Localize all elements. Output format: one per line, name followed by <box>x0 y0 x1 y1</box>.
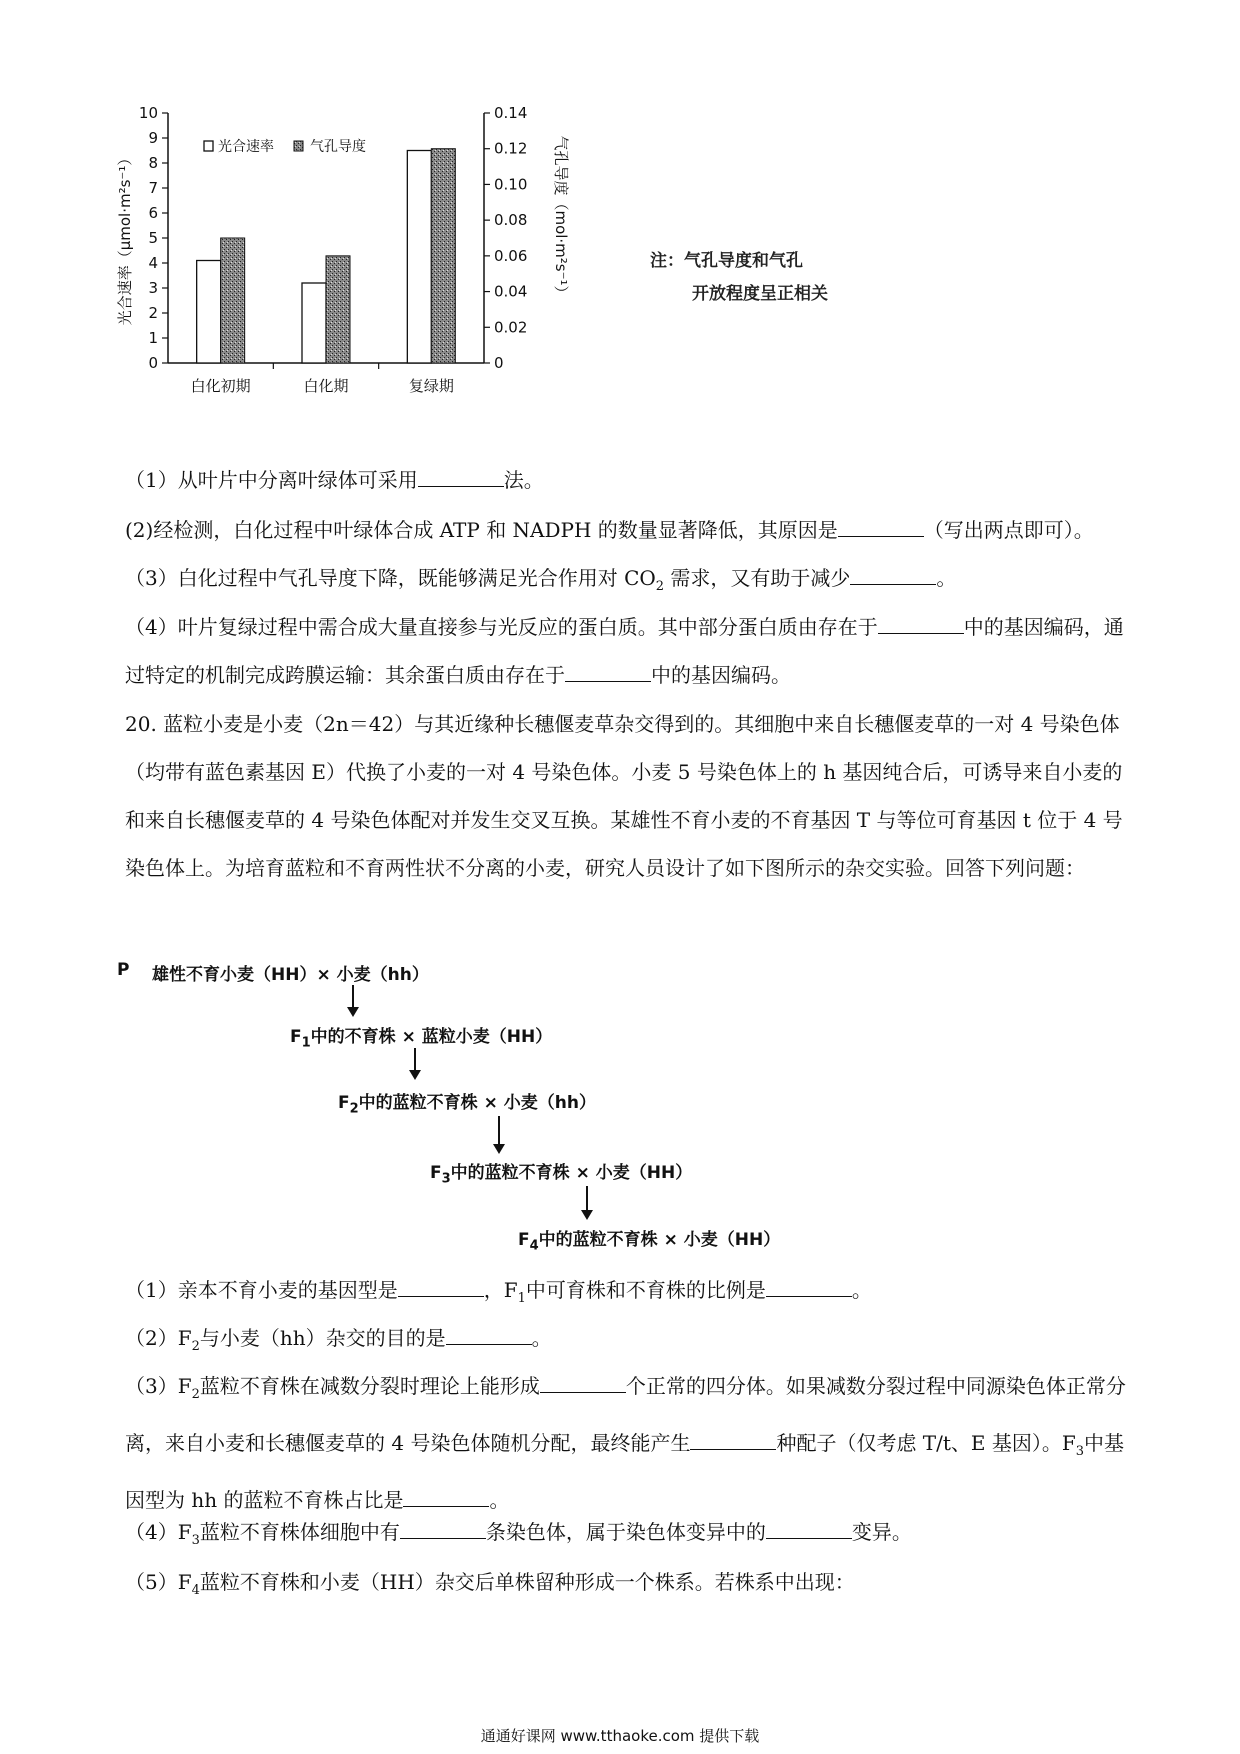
q20-part2: $(2)F_2$与小麦（hh）杂交的目的是 。 <box>125 1326 552 1354</box>
legend-label-conductance: 气孔导度 <box>310 139 366 155</box>
answer-blank[interactable] <box>540 1372 626 1393</box>
right-tick-label: 0 <box>494 354 504 372</box>
answer-blank[interactable] <box>838 516 924 537</box>
chart-svg <box>116 104 660 455</box>
answer-blank[interactable] <box>398 1276 484 1297</box>
right-tick-label: 0.02 <box>494 318 528 337</box>
q19-part4-mid: 中的基因编码，通过特定的机制完成跨膜运输：其余蛋白质由存在于 <box>125 615 1124 687</box>
answer-blank[interactable] <box>766 1276 852 1297</box>
q19-part1 <box>125 466 1135 494</box>
chart-note <box>650 245 828 311</box>
page-footer: 通通好课网 www.tthaoke.com 提供下载 <box>480 1727 760 1745</box>
left-tick-label: 7 <box>148 179 158 197</box>
flow-f4: $F_4$中的蓝粒不育株 × 小麦（HH） <box>518 1230 781 1254</box>
right-tick-label: 0.10 <box>494 175 528 194</box>
left-tick-label: 1 <box>148 329 158 347</box>
answer-blank[interactable] <box>418 466 504 487</box>
q20-part4: $(4)F_3$蓝粒不育株体细胞中有 条染色体，属于染色体变异中的 变异。 <box>125 1520 912 1548</box>
left-tick-label: 8 <box>148 154 158 172</box>
q19-part3-end: 。 <box>936 566 957 590</box>
bar-photosynthesis-rate <box>302 283 326 363</box>
q19-part3-sub: 2 <box>655 579 665 594</box>
answer-blank[interactable] <box>446 1324 532 1345</box>
answer-blank[interactable] <box>766 1518 852 1539</box>
category-label: 复绿期 <box>408 377 454 395</box>
q19-part2 <box>125 516 1135 544</box>
bar-stomatal-conductance <box>326 256 350 363</box>
right-tick-label: 0.14 <box>494 104 528 122</box>
left-tick-label: 6 <box>148 204 158 222</box>
left-tick-label: 2 <box>148 304 158 322</box>
bar-photosynthesis-rate <box>407 151 431 364</box>
answer-blank[interactable] <box>878 613 964 634</box>
answer-blank[interactable] <box>403 1486 489 1507</box>
q20-part1: （1）亲本不育小麦的基因型是 ，$F_1$中可育株和不育株的比例是 。 <box>125 1278 872 1306</box>
bar-photosynthesis-rate <box>197 261 221 364</box>
left-tick-label: 9 <box>148 129 158 147</box>
legend-swatch-photosynthesis <box>204 141 213 151</box>
legend-swatch-conductance <box>294 141 303 151</box>
q19-part4-text: （4）叶片复绿过程中需合成大量直接参与光反应的蛋白质。其中部分蛋白质由存在于 <box>125 615 878 639</box>
q19-part3-text: （3）白化过程中气孔导度下降，既能够满足光合作用对 CO <box>125 566 656 590</box>
left-axis-title: 光合速率（μmol·m²s⁻¹） <box>116 150 134 326</box>
q19-part3-mid: 需求，又有助于减少 <box>670 566 851 590</box>
answer-blank[interactable] <box>565 661 651 682</box>
category-label: 白化期 <box>303 377 349 395</box>
right-tick-label: 0.08 <box>494 211 528 230</box>
q19-part3 <box>125 564 1135 601</box>
flow-p-cross: 雄性不育小麦（HH）× 小麦（hh） <box>152 965 429 985</box>
flow-f2: $F_2$中的蓝粒不育株 × 小麦（hh） <box>338 1093 596 1117</box>
bar-stomatal-conductance <box>431 149 455 363</box>
bar-chart <box>116 104 660 455</box>
flow-arrow-1 <box>352 985 354 1015</box>
flow-arrow-3 <box>498 1116 500 1152</box>
q19-part2-end: （写出两点即可）。 <box>923 518 1094 542</box>
flow-p-label: P <box>117 960 130 980</box>
left-tick-label: 10 <box>138 104 158 122</box>
flow-arrow-2 <box>414 1048 416 1078</box>
answer-blank[interactable] <box>690 1429 776 1450</box>
left-tick-label: 4 <box>148 254 158 272</box>
chart-note-line2: 开放程度呈正相关 <box>692 284 828 304</box>
category-label: 白化初期 <box>190 377 251 395</box>
flow-f1: $F_1$中的不育株 × 蓝粒小麦（HH） <box>290 1027 553 1051</box>
right-axis-title: 气孔导度（mol·m²s⁻¹） <box>552 135 570 301</box>
right-tick-label: 0.12 <box>494 139 528 158</box>
q19-part4-end: 中的基因编码。 <box>651 663 791 687</box>
q20-intro: 20. 蓝粒小麦是小麦（2n＝42）与其近缘种长穗偃麦草杂交得到的。其细胞中来自长穗偃麦草的一对 4 号染色体（均带有蓝色素基因 E）代换了小麦的一对 4 号染色体。小麦 5 号染色体上的 h 基因纯合后，可诱导来自小麦的和来自长穗偃麦草的 4 号染色体配对并发生交叉互换。某雄性不育小麦的不育基因 T 与等位可育基因 t 位于 4 号染色体上。为培育蓝粒和不育两性状不分离的小麦，研究人员设计了如下图所示的杂交实验。回答下列问题： <box>125 712 1123 880</box>
left-tick-label: 0 <box>148 354 158 372</box>
q20-part3: $(3)F_2$蓝粒不育株在减数分裂时理论上能形成 个正常的四分体。如果减数分裂过程中同源染色体正常分离，来自小麦和长穗偃麦草的 4 号染色体随机分配，最终能产生 种配子（仅考虑 T/t、E 基因）。$F_3$中基因型为 hh 的蓝粒不育株占比是 。 <box>125 1374 1126 1512</box>
q20-part5: $(5)F_4$蓝粒不育株和小麦（HH）杂交后单株留种形成一个株系。若株系中出现： <box>125 1570 855 1598</box>
q19-part4 <box>125 603 1135 699</box>
flow-arrow-4 <box>586 1186 588 1218</box>
legend-label-photosynthesis: 光合速率 <box>218 139 274 155</box>
flow-f3: $F_3$中的蓝粒不育株 × 小麦（HH） <box>430 1163 693 1187</box>
right-tick-label: 0.04 <box>494 282 528 301</box>
q19-part1-end: 法。 <box>503 468 544 492</box>
left-tick-label: 3 <box>148 279 158 297</box>
q19-part1-text: （1）从叶片中分离叶绿体可采用 <box>125 468 418 492</box>
q19-part2-text: (2)经检测，白化过程中叶绿体合成 ATP 和 NADPH 的数量显著降低，其原因是 <box>125 518 838 542</box>
left-tick-label: 5 <box>148 229 158 247</box>
answer-blank[interactable] <box>850 564 936 585</box>
bar-stomatal-conductance <box>221 238 245 363</box>
chart-note-line1: 注：气孔导度和气孔 <box>650 251 803 271</box>
right-tick-label: 0.06 <box>494 246 528 265</box>
answer-blank[interactable] <box>400 1518 486 1539</box>
